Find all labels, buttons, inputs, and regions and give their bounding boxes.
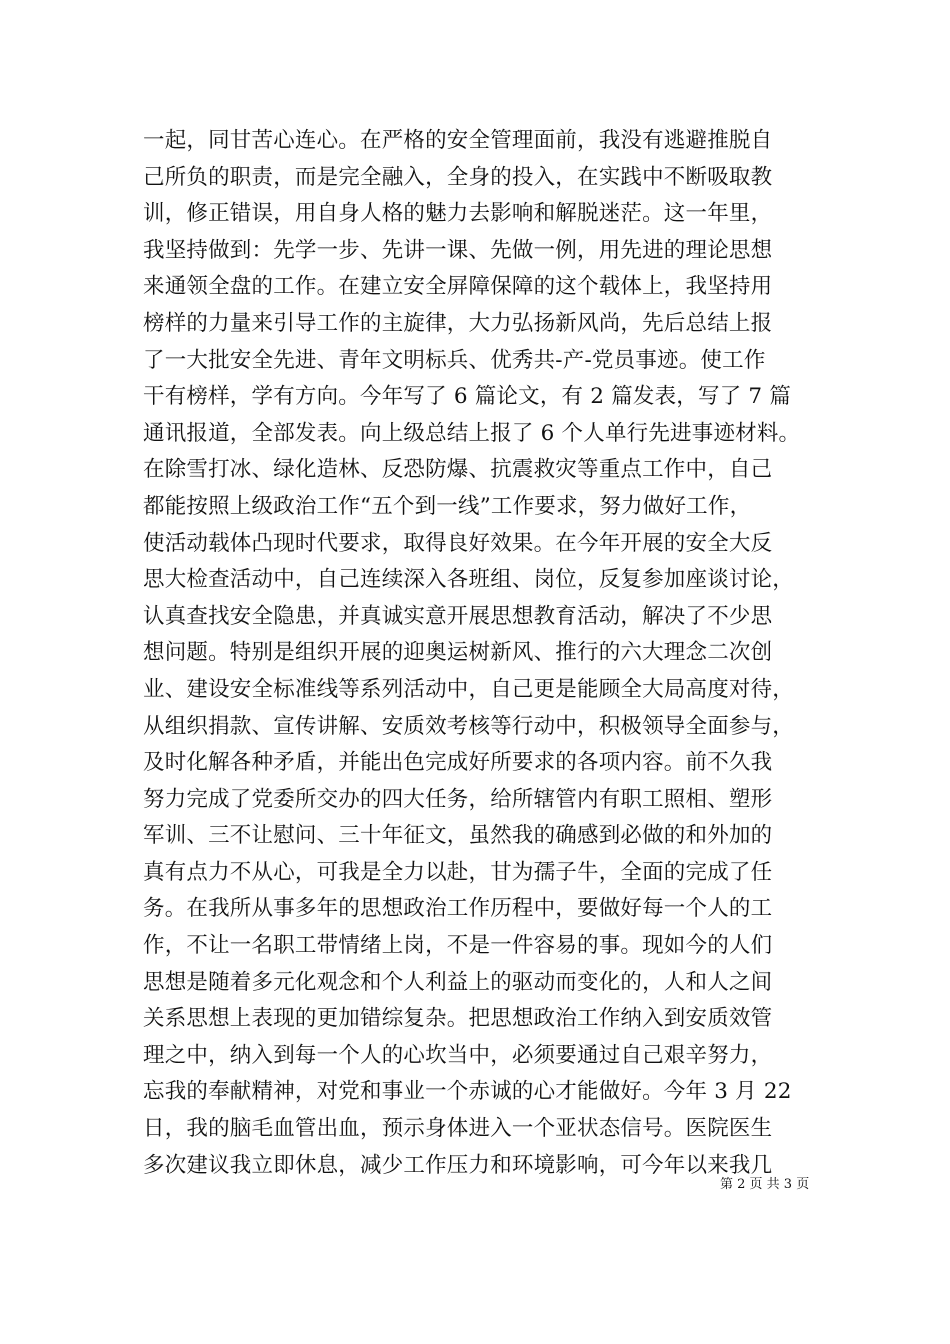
text-line: 己所负的职责，而是完全融入，全身的投入，在实践中不断吸取教 xyxy=(143,164,773,190)
text-line: 多次建议我立即休息，减少工作压力和环境影响，可今年以来我几 xyxy=(143,1152,773,1178)
text-line: 都能按照上级政治工作“五个到一线”工作要求，努力做好工作， xyxy=(143,493,752,519)
text-line: 思大检查活动中，自己连续深入各班组、岗位，反复参加座谈讨论， xyxy=(143,567,795,593)
text-line: 真有点力不从心，可我是全力以赴，甘为孺子牛，全面的完成了任 xyxy=(143,859,773,885)
text-line: 来通领全盘的工作。在建立安全屏障保障的这个载体上，我坚持用 xyxy=(143,274,773,300)
text-line: 一起，同甘苦心连心。在严格的安全管理面前，我没有逃避推脱自 xyxy=(143,128,773,153)
page-number-footer: 第 2 页 共 3 页 xyxy=(720,1177,810,1192)
text-line: 了一大批安全先进、青年文明标兵、优秀共-产-党员事迹。使工作 xyxy=(143,347,766,373)
text-line: 忘我的奉献精神，对党和事业一个赤诚的心才能做好。今年 3 月 22 xyxy=(143,1079,792,1105)
text-line: 在除雪打冰、绿化造林、反恐防爆、抗震救灾等重点工作中，自己 xyxy=(143,457,773,483)
text-line: 训，修正错误，用自身人格的魅力去影响和解脱迷茫。这一年里， xyxy=(143,201,773,227)
body-text xyxy=(143,123,813,1184)
text-line: 认真查找安全隐患，并真诚实意开展思想教育活动，解决了不少思 xyxy=(143,603,773,629)
text-line: 作，不让一名职工带情绪上岗，不是一件容易的事。现如今的人们 xyxy=(143,933,773,959)
text-line: 理之中，纳入到每一个人的心坎当中，必须要通过自己艰辛努力， xyxy=(143,1042,773,1068)
text-line: 我坚持做到：先学一步、先讲一课、先做一例，用先进的理论思想 xyxy=(143,237,773,263)
text-line: 努力完成了党委所交办的四大任务，给所辖管内有职工照相、塑形 xyxy=(143,786,773,812)
text-line: 思想是随着多元化观念和个人利益上的驱动而变化的，人和人之间 xyxy=(143,969,773,995)
text-line: 日，我的脑毛血管出血，预示身体进入一个亚状态信号。医院医生 xyxy=(143,1116,773,1142)
text-line: 从组织捐款、宣传讲解、安质效考核等行动中，积极领导全面参与， xyxy=(143,713,795,739)
text-line: 干有榜样，学有方向。今年写了 6 篇论文，有 2 篇发表，写了 7 篇 xyxy=(143,384,792,410)
text-line: 通讯报道，全部发表。向上级总结上报了 6 个人单行先进事迹材料。 xyxy=(143,420,801,446)
text-line: 业、建设安全标准线等系列活动中，自己更是能顾全大局高度对待， xyxy=(143,676,795,702)
text-line: 榜样的力量来引导工作的主旋律，大力弘扬新风尚，先后总结上报 xyxy=(143,310,773,336)
text-line: 想问题。特别是组织开展的迎奥运树新风、推行的六大理念二次创 xyxy=(143,640,773,666)
text-line: 及时化解各种矛盾，并能出色完成好所要求的各项内容。前不久我 xyxy=(143,750,773,776)
text-line: 军训、三不让慰问、三十年征文，虽然我的确感到必做的和外加的 xyxy=(143,823,773,849)
text-line: 使活动载体凸现时代要求，取得良好效果。在今年开展的安全大反 xyxy=(143,530,773,556)
text-line: 关系思想上表现的更加错综复杂。把思想政治工作纳入到安质效管 xyxy=(143,1006,773,1032)
text-line: 务。在我所从事多年的思想政治工作历程中，要做好每一个人的工 xyxy=(143,896,773,922)
